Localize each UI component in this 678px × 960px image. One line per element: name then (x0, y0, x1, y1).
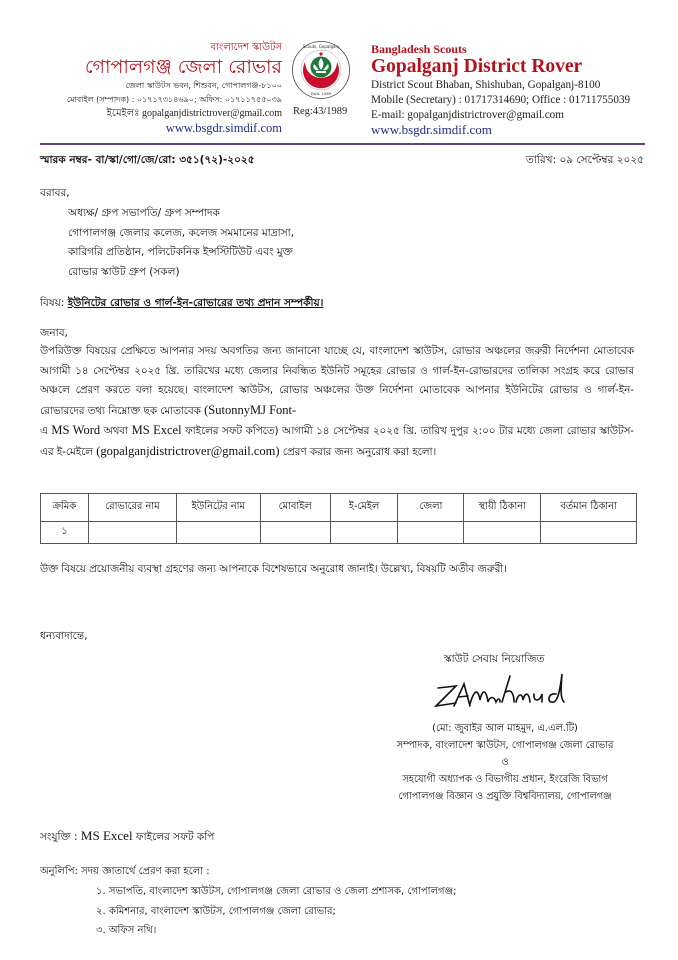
col-email: ই-মেইল (330, 494, 398, 522)
memo-date: তারিখ: ০৯ সেপ্টেম্বর ২০২৫ (525, 154, 644, 166)
header-divider (40, 143, 645, 145)
cell (260, 522, 330, 544)
cell (176, 522, 260, 544)
col-present-address: বর্তমান ঠিকানা (541, 494, 637, 522)
ms-word-text: MS Word (51, 423, 101, 438)
attachment-text: ফাইলের সফট কপি (132, 831, 215, 843)
body-paragraph (40, 342, 634, 463)
copy-list (96, 882, 456, 941)
unit-name-bangla: গোপালগঞ্জ জেলা রোভার (84, 56, 282, 78)
col-rover-name: রোভারের নাম (88, 494, 176, 522)
recipient-line: গোপালগঞ্জ জেলার কলেজ, কলেজ সমমানের মাদ্রাসা, (68, 226, 295, 239)
signature-icon (430, 670, 590, 712)
body-text: উপরিউক্ত বিষয়ের প্রেক্ষিতে আপনার সদয় অবগতির জন্য জানানো যাচ্ছে যে, বাংলাদেশ স্কাউটস, রোভার অঞ্চলের জরুরী নির্দেশনা মোতাবেক আগামী ১৪ সেপ্টেম্বর ২০২৫ খ্রি. তারিখের মধ্যে জেলার নিবন্ধিত ইউনিট সমূহের রোভার ও গার্ল-ইন-রোভারদের তালিকা সংগ্রহ করে রোভার অঞ্চলে প্রেরণ করতে বলা হয়েছে। বাংলাদেশ স্কাউটস, রোভার অঞ্চলের উক্ত নির্দেশনা মোতাবেক আপনার ইউনিটের রোভার ও গার্ল-ইন-রোভারদের তথ্য নিম্নোক্ত ছক মোতাবেক (40, 345, 634, 417)
website-bangla[interactable]: www.bsgdr.simdif.com (165, 121, 282, 135)
cell-serial: ১ (41, 522, 89, 544)
body-text: ফাইলের সফট কপিতে) আগামী ১৪ সেপ্টেম্বর ২০২৫ খ্রি. তারিখ দুপুর ২:০০ টার মধ্যে জেলা রোভার স্কাউটস-এর ই-মেইলে (40, 425, 634, 458)
col-mobile: মোবাইল (260, 494, 330, 522)
ms-excel-text: MS Excel (131, 423, 182, 438)
letterhead-english (371, 42, 630, 137)
copy-label: অনুলিপি: সদয় জ্ঞাতার্থে প্রেরণ করা হলো : (40, 866, 210, 877)
copy-item: ১. সভাপতি, বাংলাদেশ স্কাউটস, গোপালগঞ্জ জেলা রোভার ও জেলা প্রশাসক, গোপালগঞ্জ; (96, 886, 457, 897)
svg-text:Scouts, Gopalganj: Scouts, Gopalganj (302, 44, 340, 49)
subject-text: ইউনিটের রোভার ও গার্ল-ইন-রোভারের তথ্য প্রদান সম্পর্কীয়। (67, 297, 324, 309)
email-english: E-mail: gopalganjdistrictrover@gmail.com (371, 109, 564, 121)
email-bangla: ইমেইলঃ gopalganjdistrictrover@gmail.com (106, 108, 282, 119)
subject-label: বিষয়: (40, 297, 68, 309)
col-unit-name: ইউনিটের নাম (176, 494, 260, 522)
signatory-title: গোপালগঞ্জ বিজ্ঞান ও প্রযুক্তি বিশ্ববিদ্যালয়, গোপালগঞ্জ (398, 791, 612, 802)
col-district: জেলা (398, 494, 464, 522)
copy-item: ৩. অফিস নথি। (96, 925, 157, 936)
body-text: এ (40, 425, 52, 438)
cell (398, 522, 464, 544)
table-row (41, 522, 637, 544)
attachment-file-type: MS Excel (80, 828, 133, 843)
salutation: জনাব, (40, 327, 68, 339)
cell (541, 522, 637, 544)
copy-item: ২. কমিশনার, বাংলাদেশ স্কাউটস, গোপালগঞ্জ জেলা রোভার; (96, 905, 336, 917)
address-bangla: জেলা স্কাউটস ভবন, শিশুবন, গোপালগঞ্জ-৮১০০ (125, 81, 282, 90)
signatory-block (360, 720, 650, 805)
email-link[interactable]: (gopalganjdistrictrover@gmail.com) (96, 443, 280, 458)
website-english[interactable]: www.bsgdr.simdif.com (371, 122, 492, 137)
org-name-bangla: বাংলাদেশ স্কাউটস (210, 42, 282, 53)
svg-text:Estd. 1989: Estd. 1989 (310, 91, 332, 96)
recipient-line: কারিগরি প্রতিষ্ঠান, পলিটেকনিক ইন্সস্টিটিউট এবং মুক্ত (68, 246, 293, 258)
scout-service-line: স্কাউট সেবায় নিয়োজিত (444, 653, 545, 665)
signatory-title: সহযোগী অধ্যাপক ও বিভাগীয় প্রধান, ইংরেজি বিভাগ (402, 774, 608, 785)
recipient-label: বরাবর, (40, 187, 70, 199)
signatory-name: (মো: জুবাইর আল মাহমুদ, এ.এল.টি) (432, 723, 578, 734)
unit-name-english: Gopalganj District Rover (371, 56, 583, 77)
registration-number: Reg:43/1989 (293, 106, 348, 117)
cell (464, 522, 541, 544)
closing-request: উক্ত বিষয়ে প্রয়োজনীয় ব্যবস্থা গ্রহণের জন্য আপনাকে বিশেষভাবে অনুরোধ জানাই। উল্লেখ্য, বিষয়টি অতীব জরুরী। (40, 563, 507, 575)
phones-bangla: মোবাইল (সম্পাদক) : ০১৭১৭৩১৪৬৯০; অফিস: ০১৭১১৭৫৫০৩৯ (66, 95, 282, 104)
col-serial: ক্রমিক (41, 494, 89, 522)
org-name-english: Bangladesh Scouts (371, 42, 467, 56)
recipient-line: রোভার স্কাউট গ্রুপ (সকল) (68, 265, 180, 278)
cell (88, 522, 176, 544)
font-note: (SutonnyMJ Font- (204, 402, 297, 417)
subject-line (40, 294, 323, 313)
scouts-logo-icon (291, 40, 351, 100)
memo-reference: স্মারক নম্বর- বা/স্কা/গো/জে/রো: ৩৫১(৭২)-২০২৫ (40, 154, 255, 166)
phones-english: Mobile (Secretary) : 01717314690; Office : 01711755039 (371, 94, 631, 106)
letterhead-bangla (67, 42, 282, 136)
rover-info-table (40, 493, 637, 544)
signatory-and: ও (501, 757, 509, 768)
attachment-line (40, 826, 214, 847)
body-text: প্রেরণ করার জন্য অনুরোধ করা হলো। (279, 445, 437, 458)
closing-thanks: ধন্যবাদান্তে, (40, 630, 88, 642)
attachment-label: সংযুক্তি : (40, 831, 81, 843)
recipient-line: অধ্যক্ষ/ গ্রুপ সভাপতি/ গ্রুপ সম্পাদক (68, 207, 220, 219)
address-english: District Scout Bhaban, Shishuban, Gopalganj-8100 (371, 79, 601, 91)
body-text: অথবা (100, 425, 132, 438)
table-header-row (41, 494, 637, 522)
signatory-title: সম্পাদক, বাংলাদেশ স্কাউটস, গোপালগঞ্জ জেলা রোভার (396, 740, 614, 751)
recipient-address (68, 204, 294, 282)
cell (330, 522, 398, 544)
col-permanent-address: স্থায়ী ঠিকানা (464, 494, 541, 522)
